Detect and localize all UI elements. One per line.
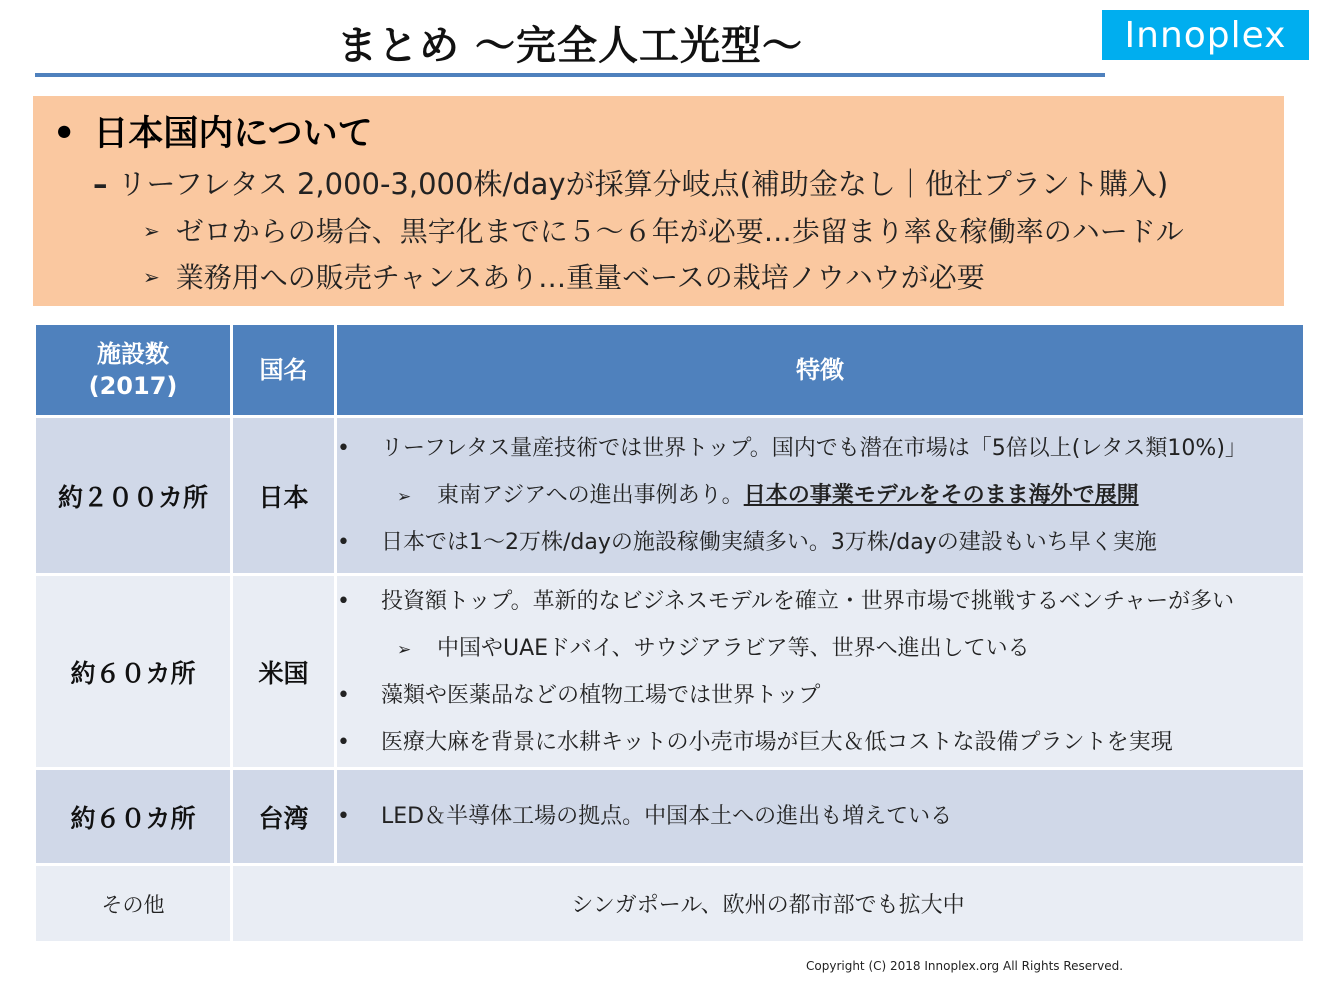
feature-line (337, 425, 1303, 472)
bullet-icon: • (337, 804, 350, 829)
arrow-bullet-icon: ➢ (143, 219, 160, 243)
feature-line (337, 793, 1303, 840)
innoplex-logo: Innoplex (1102, 10, 1309, 60)
bullet-icon: • (337, 530, 350, 555)
country-comparison-table (33, 322, 1306, 944)
header-count (35, 324, 232, 417)
title-underline (35, 73, 1105, 77)
other-description: シンガポール、欧州の都市部でも拡大中 (232, 865, 1305, 943)
header-count-year: (2017) (88, 372, 178, 400)
summary-item-text: 業務用への販売チャンスあり…重量ベースの栽培ノウハウが必要 (175, 261, 985, 294)
table-row-other (35, 865, 1305, 943)
feature-line (337, 719, 1303, 766)
header-country: 国名 (232, 324, 336, 417)
country-name: 日本 (232, 417, 336, 575)
feature-cell (336, 417, 1305, 575)
feature-line (337, 672, 1303, 719)
bullet-icon: • (337, 588, 350, 614)
table-row-taiwan (35, 769, 1305, 865)
feature-text: 中国やUAEドバイ、サウジアラビア等、世界へ進出している (437, 635, 1030, 661)
bullet-icon: • (337, 682, 350, 708)
feature-text: 日本では1～2万株/dayの施設稼働実績多い。3万株/dayの建設もいち早く実施 (381, 530, 1157, 555)
country-name: 米国 (232, 575, 336, 769)
summary-heading-text: 日本国内について (93, 114, 373, 154)
facility-count: 約６０カ所 (35, 769, 232, 865)
summary-item-text: ゼロからの場合、黒字化までに５～６年が必要…歩留まり率＆稼働率のハードル (175, 215, 1184, 248)
header-feature: 特徴 (336, 324, 1305, 417)
feature-text: 藻類や医薬品などの植物工場では世界トップ (381, 682, 821, 708)
country-name: 台湾 (232, 769, 336, 865)
bullet-icon: • (337, 729, 350, 755)
table-row-japan (35, 417, 1305, 575)
summary-box (33, 96, 1284, 306)
feature-text: 医療大麻を背景に水耕キットの小売市場が巨大＆低コストな設備プラントを実現 (381, 729, 1173, 755)
summary-subpoint (93, 162, 1168, 203)
feature-line (337, 519, 1303, 566)
feature-text: LED＆半導体工場の拠点。中国本土への進出も増えている (381, 804, 953, 829)
summary-item (143, 210, 1184, 250)
page-title: まとめ ～完全人工光型～ (337, 23, 803, 69)
feature-text: 投資額トップ。革新的なビジネスモデルを確立・世界市場で挑戦するベンチャーが多い (381, 588, 1235, 614)
feature-subline (337, 625, 1303, 672)
feature-cell (336, 575, 1305, 769)
header-count-label: 施設数 (97, 339, 169, 368)
feature-subline (337, 472, 1303, 519)
copyright-notice: Copyright (C) 2018 Innoplex.org All Rights Reserved. (806, 959, 1124, 973)
table-header-row (35, 324, 1305, 417)
dash-icon: – (93, 167, 108, 201)
table-row-usa (35, 575, 1305, 769)
arrow-bullet-icon: ➢ (397, 639, 412, 660)
feature-line (337, 578, 1303, 625)
facility-count: 約２００カ所 (35, 417, 232, 575)
facility-count: 約６０カ所 (35, 575, 232, 769)
feature-cell (336, 769, 1305, 865)
bullet-icon: • (337, 436, 350, 461)
feature-text: 東南アジアへの進出事例あり。 (437, 483, 744, 508)
feature-text: リーフレタス量産技術では世界トップ。国内でも潜在市場は「5倍以上(レタス類10%)」 (381, 436, 1247, 461)
other-label: その他 (35, 865, 232, 943)
summary-heading (53, 106, 373, 156)
summary-subpoint-text: リーフレタス 2,000-3,000株/dayが採算分岐点(補助金なし｜他社プラント購入) (117, 167, 1169, 201)
bullet-icon: • (53, 114, 76, 154)
summary-item (143, 256, 985, 296)
feature-emphasis: 日本の事業モデルをそのまま海外で展開 (743, 483, 1139, 508)
arrow-bullet-icon: ➢ (397, 487, 412, 507)
arrow-bullet-icon: ➢ (143, 265, 160, 289)
